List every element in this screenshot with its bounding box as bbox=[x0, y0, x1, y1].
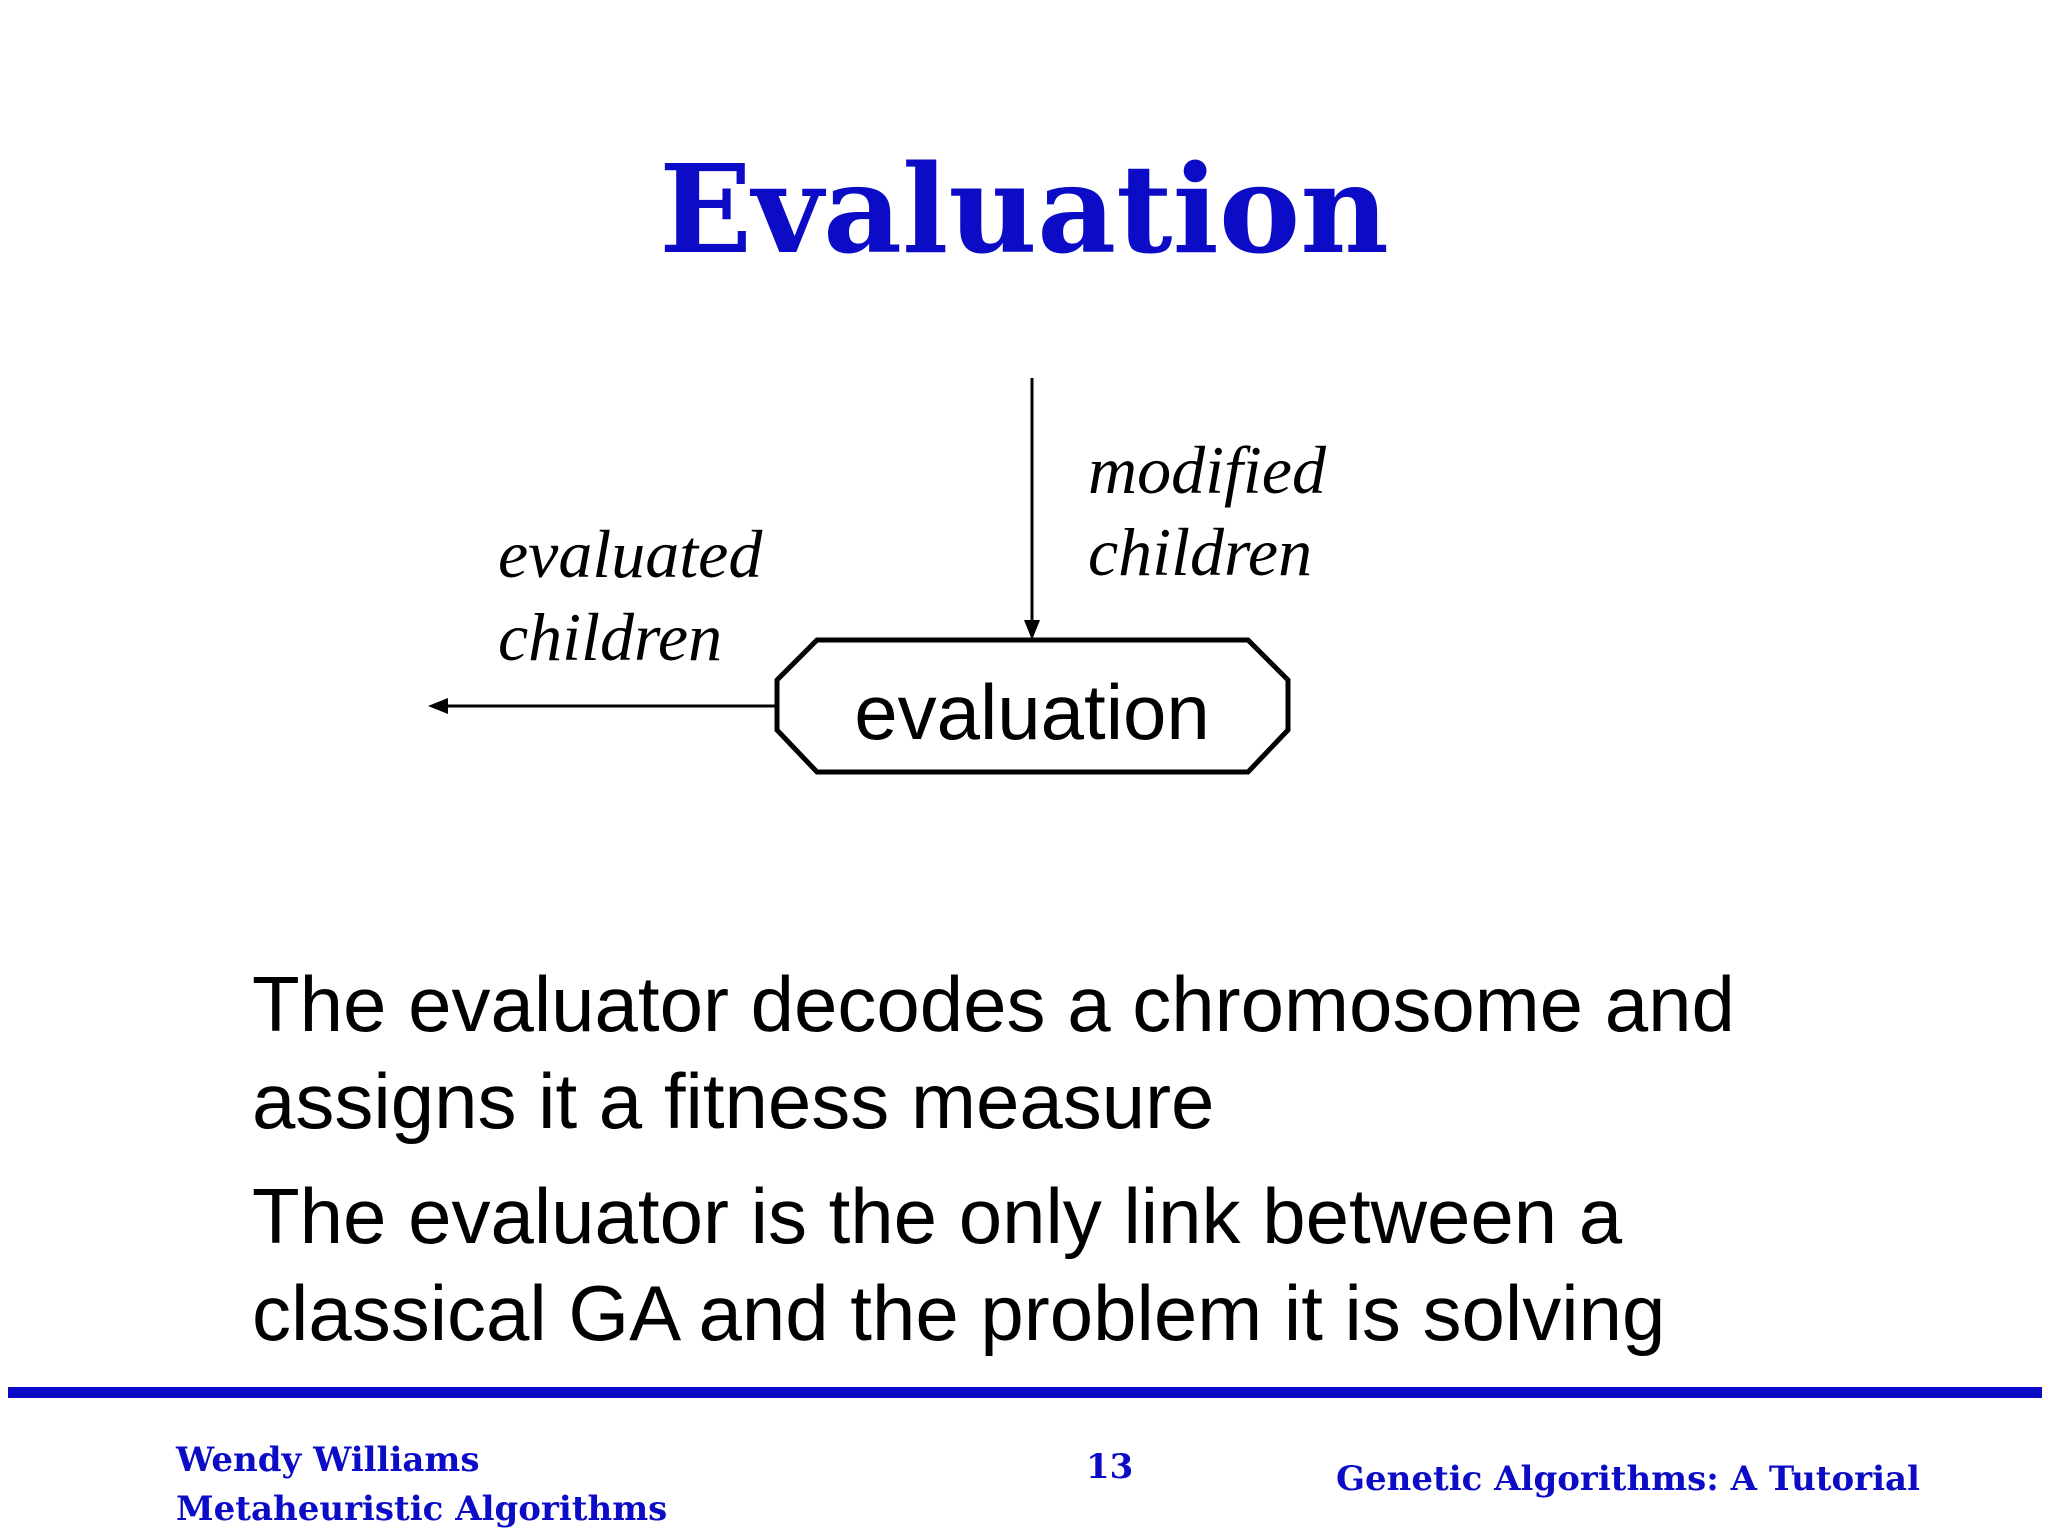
footer-author: Wendy Williams bbox=[176, 1440, 480, 1480]
input-label-line2: children bbox=[1088, 514, 1313, 590]
paragraph-evaluator-decodes bbox=[252, 956, 1952, 1150]
paragraph-evaluator-link bbox=[252, 1168, 1952, 1362]
footer-course: Metaheuristic Algorithms bbox=[176, 1489, 668, 1529]
page-number: 13 bbox=[1086, 1447, 1134, 1487]
paragraph-1-line-1: The evaluator decodes a chromosome and bbox=[252, 960, 1735, 1048]
slide-title: Evaluation bbox=[659, 137, 1389, 281]
input-arrowhead bbox=[1024, 620, 1040, 640]
input-label-line1: modified bbox=[1088, 432, 1326, 508]
paragraph-2-line-1: The evaluator is the only link between a bbox=[252, 1172, 1623, 1260]
paragraph-1-line-2: assigns it a fitness measure bbox=[252, 1057, 1215, 1145]
footer-rule bbox=[8, 1387, 2042, 1398]
output-label-line2: children bbox=[498, 599, 723, 675]
footer-tutorial-title: Genetic Algorithms: A Tutorial bbox=[1336, 1459, 1920, 1499]
evaluation-box-label: evaluation bbox=[854, 668, 1210, 756]
paragraph-2-line-2: classical GA and the problem it is solving bbox=[252, 1269, 1666, 1357]
output-label-line1: evaluated bbox=[498, 516, 763, 592]
output-arrowhead bbox=[428, 698, 448, 714]
